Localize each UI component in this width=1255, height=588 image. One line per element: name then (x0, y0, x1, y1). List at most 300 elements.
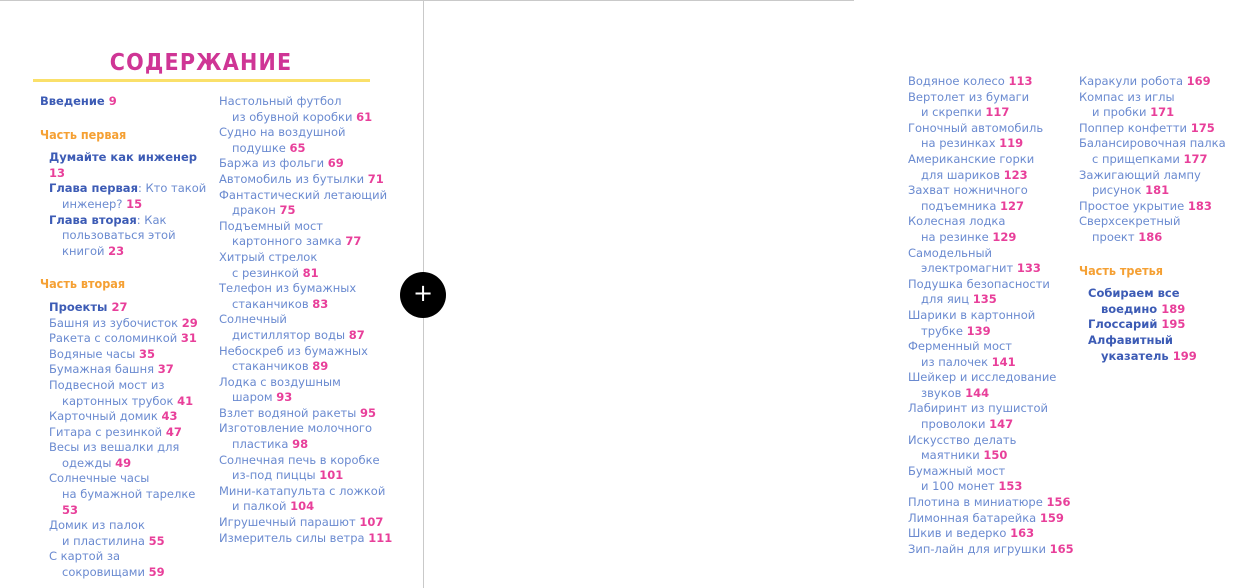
toc-entry-text: звуков (921, 385, 962, 400)
toc-entry-text: Домик из палок (49, 518, 145, 533)
add-button[interactable] (400, 272, 446, 318)
toc-page-number: 37 (157, 362, 174, 377)
toc-page-number: 189 (1161, 301, 1186, 316)
toc-entry-text: на резинке (921, 229, 989, 244)
toc-entry-line (219, 499, 395, 515)
toc-entry-line (49, 487, 212, 518)
toc-entry-line (908, 448, 1074, 464)
toc-entry[interactable] (908, 370, 1074, 401)
toc-entry-line (1088, 302, 1255, 318)
toc-entry-line (908, 90, 1074, 106)
toc-entry-text: Солнечная печь в коробке (219, 452, 380, 467)
toc-entry-text: Настольный футбол (219, 94, 342, 108)
toc-entry[interactable] (908, 339, 1074, 370)
toc-page-number: 119 (999, 136, 1024, 151)
toc-page-number: 77 (345, 234, 362, 249)
section-spacer (1079, 246, 1255, 263)
toc-entry-line (219, 437, 395, 453)
toc-entry-text: Шейкер и исследование (908, 370, 1057, 385)
toc-entry[interactable] (40, 316, 212, 332)
toc-entry-text: Захват ножничного (908, 183, 1028, 198)
toc-entry[interactable] (219, 484, 395, 515)
toc-entry[interactable] (219, 515, 395, 531)
toc-page-number: 29 (181, 315, 198, 330)
toc-entry-text: подушке (232, 140, 286, 155)
toc-entry[interactable] (908, 511, 1074, 527)
toc-entry-line (49, 534, 212, 550)
toc-entry-line (49, 197, 212, 213)
toc-entry-line (219, 110, 395, 126)
toc-entry-text: стаканчиков (232, 359, 309, 374)
toc-entry[interactable] (219, 531, 395, 547)
toc-entry-text: Водяные часы (49, 346, 136, 361)
toc-entry-text: Проекты (49, 299, 108, 314)
toc-entry-line (908, 277, 1074, 293)
toc-entry-text: Карточный домик (49, 409, 158, 424)
toc-entry-line (49, 300, 212, 316)
toc-entry-text: Балансировочная палка (1079, 136, 1226, 151)
toc-page-number: 171 (1150, 105, 1175, 120)
toc-entry[interactable] (1079, 90, 1255, 121)
toc-column-1 (40, 94, 212, 581)
toc-entry[interactable] (40, 300, 212, 316)
toc-entry-line (49, 425, 212, 441)
toc-entry[interactable] (908, 183, 1074, 214)
toc-page-number: 59 (148, 565, 165, 580)
toc-entry[interactable] (1079, 286, 1255, 317)
toc-entry-text: Компас из иглы (1079, 89, 1175, 104)
toc-entry-text: : Как (136, 212, 167, 227)
toc-entry-line (49, 440, 212, 456)
toc-entry-line (908, 121, 1074, 137)
toc-entry-text: Каракули робота (1079, 74, 1183, 88)
toc-entry-text: воедино (1101, 301, 1158, 316)
toc-entry-text: Автомобиль из бутылки (219, 171, 365, 186)
toc-entry-line (49, 316, 212, 332)
toc-entry-line (908, 74, 1074, 90)
toc-entry-lead: Глава первая (49, 181, 138, 196)
toc-page-number: 195 (1161, 317, 1186, 332)
toc-page-number: 127 (1000, 198, 1025, 213)
toc-entry-text: и пробки (1092, 105, 1147, 120)
toc-entry[interactable] (40, 440, 212, 471)
toc-page-number: 87 (348, 327, 365, 342)
toc-entry-text: Самодельный (908, 245, 993, 260)
toc-entry[interactable] (219, 94, 395, 125)
part-heading: Часть первая (40, 126, 127, 142)
toc-entry[interactable] (1079, 333, 1255, 364)
toc-entry-line (219, 359, 395, 375)
toc-entry-text: Шарики в картонной (908, 307, 1036, 322)
toc-entry-line (908, 339, 1074, 355)
toc-page-number: 144 (965, 385, 990, 400)
toc-entry-line (219, 421, 395, 437)
toc-entry-line (1079, 168, 1255, 184)
toc-page-number: 107 (359, 515, 384, 530)
toc-page-number: 35 (139, 346, 156, 361)
toc-entry[interactable] (219, 406, 395, 422)
toc-entry[interactable] (219, 312, 395, 343)
toc-entry[interactable] (40, 425, 212, 441)
toc-entry-text: из палочек (921, 354, 989, 369)
toc-entry-line (908, 261, 1074, 277)
toc-entry-line (1088, 333, 1255, 349)
toc-entry-text: Алфавитный (1088, 332, 1173, 347)
toc-entry[interactable] (40, 94, 212, 110)
toc-entry-text: Американские горки (908, 151, 1035, 166)
toc-entry-line (219, 453, 395, 469)
toc-entry-text: Ракета с соломинкой (49, 331, 178, 346)
toc-entry-line (219, 141, 395, 157)
toc-entry-line (1079, 105, 1255, 121)
toc-entry-line (908, 308, 1074, 324)
toc-entry-text: и 100 монет (921, 479, 995, 494)
toc-entry[interactable] (40, 378, 212, 409)
toc-entry[interactable] (219, 125, 395, 156)
toc-page-number: 53 (62, 502, 79, 517)
toc-page-number: 183 (1187, 198, 1212, 213)
toc-entry-text: Измеритель силы ветра (219, 530, 365, 545)
toc-entry-text: : Кто такой (137, 181, 207, 196)
title-underline-rule (33, 79, 370, 82)
toc-entry-line (49, 331, 212, 347)
toc-page-number: 95 (359, 405, 376, 420)
toc-page-number: 71 (367, 171, 384, 186)
toc-entry-line (49, 518, 212, 534)
toc-entry-line (908, 183, 1074, 199)
toc-entry-line (219, 406, 395, 422)
toc-entry[interactable] (908, 433, 1074, 464)
toc-entry-line (908, 199, 1074, 215)
toc-entry[interactable] (908, 464, 1074, 495)
toc-entry[interactable] (908, 308, 1074, 339)
toc-entry[interactable] (1079, 214, 1255, 245)
toc-entry[interactable] (40, 518, 212, 549)
toc-entry-text: Солнечный (219, 312, 287, 327)
toc-page-number: 27 (111, 299, 128, 314)
toc-entry-line (49, 228, 212, 244)
toc-entry-line (49, 150, 212, 181)
toc-entry[interactable] (40, 213, 212, 260)
toc-entry-text: Ферменный мост (908, 339, 1013, 354)
toc-entry-text: Башня из зубочисток (49, 315, 179, 330)
toc-entry-text: Фантастический летающий (219, 187, 388, 202)
toc-entry-text: рисунок (1092, 183, 1142, 198)
toc-entry[interactable] (40, 150, 212, 181)
toc-entry[interactable] (908, 542, 1074, 558)
toc-entry-text: Глоссарий (1088, 317, 1158, 332)
toc-page-number: 199 (1172, 348, 1197, 363)
toc-entry-text: книгой (62, 243, 105, 258)
toc-entry[interactable] (908, 495, 1074, 511)
toc-page-number: 117 (985, 105, 1010, 120)
toc-entry-line (219, 484, 395, 500)
toc-entry-line (49, 549, 212, 565)
toc-entry-line (1079, 121, 1255, 137)
toc-entry-line (908, 230, 1074, 246)
toc-page-number: 13 (49, 165, 66, 180)
toc-page-number: 47 (165, 424, 182, 439)
toc-entry-text: сокровищами (62, 565, 145, 580)
toc-entry-text: Небоскреб из бумажных (219, 343, 368, 358)
toc-entry[interactable] (908, 401, 1074, 432)
toc-entry-line (219, 234, 395, 250)
toc-page-number: 123 (1003, 167, 1028, 182)
toc-entry-text: Вертолет из бумаги (908, 89, 1030, 104)
toc-page-number: 186 (1138, 229, 1163, 244)
toc-entry-text: Сверхсекретный (1079, 214, 1181, 229)
toc-entry[interactable] (1079, 199, 1255, 215)
section-spacer (40, 110, 212, 127)
toc-entry[interactable] (219, 281, 395, 312)
section-spacer (40, 292, 212, 300)
toc-entry-line (219, 390, 395, 406)
toc-page-number: 41 (177, 393, 194, 408)
toc-entry-text: указатель (1101, 348, 1169, 363)
toc-page-number: 101 (319, 468, 344, 483)
toc-column-3 (908, 74, 1074, 557)
right-page (424, 0, 1226, 588)
section-spacer (40, 259, 212, 276)
toc-entry-line (219, 515, 395, 531)
toc-entry-text: Хитрый стрелок (219, 249, 318, 264)
toc-entry-text: Простое укрытие (1079, 198, 1185, 213)
part-heading: Часть третья (1079, 262, 1163, 278)
toc-column-2 (219, 94, 395, 546)
toc-entry-line (908, 542, 1074, 558)
page-title: СОДЕРЖАНИЕ (109, 50, 293, 76)
toc-page-number: 156 (1046, 495, 1071, 510)
toc-entry-line (219, 188, 395, 204)
toc-entry-line (1079, 230, 1255, 246)
plus-icon: + (412, 279, 434, 307)
toc-entry-text: Шкив и ведерко (908, 526, 1007, 541)
toc-entry-line (49, 456, 212, 472)
toc-entry-text: Думайте как инженер (49, 150, 198, 165)
toc-entry-text: Собираем все (1088, 286, 1180, 301)
toc-entry-text: Весы из вешалки для (49, 440, 180, 455)
toc-page-number: 111 (368, 530, 393, 545)
toc-entry-text: из-под пиццы (232, 468, 316, 483)
toc-page-number: 61 (356, 109, 373, 124)
toc-page-number: 163 (1010, 526, 1035, 541)
toc-entry[interactable] (40, 362, 212, 378)
toc-entry-text: Подвесной мост из (49, 377, 165, 392)
toc-entry[interactable] (1079, 168, 1255, 199)
toc-entry-text: Искусство делать (908, 432, 1017, 447)
toc-entry-text: из обувной коробки (232, 109, 353, 124)
toc-page-number: 75 (279, 203, 296, 218)
toc-entry-line (219, 312, 395, 328)
toc-page-number: 65 (289, 140, 306, 155)
toc-entry-line (219, 266, 395, 282)
toc-entry[interactable] (219, 250, 395, 281)
toc-entry-text: Гоночный автомобиль (908, 120, 1044, 135)
toc-entry[interactable] (908, 74, 1074, 90)
toc-page-number: 147 (989, 417, 1014, 432)
toc-entry-text: Введение (40, 94, 105, 108)
toc-entry-line (219, 94, 395, 110)
toc-entry-line (908, 214, 1074, 230)
toc-entry-line (219, 375, 395, 391)
toc-entry[interactable] (40, 347, 212, 363)
toc-entry-line (908, 417, 1074, 433)
toc-entry-text: и пластилина (62, 533, 145, 548)
toc-entry-text: инженер? (62, 196, 123, 211)
toc-page-number: 139 (966, 323, 991, 338)
toc-entry[interactable] (219, 172, 395, 188)
toc-entry[interactable] (219, 156, 395, 172)
toc-entry-line (1079, 199, 1255, 215)
toc-entry-line (49, 181, 212, 197)
toc-entry-line (908, 246, 1074, 262)
toc-entry-line (908, 370, 1074, 386)
toc-page-number: 55 (148, 533, 165, 548)
toc-entry-text: дракон (232, 203, 276, 218)
toc-entry-line (40, 94, 212, 110)
toc-entry-text: и скрепки (921, 105, 982, 120)
toc-page-number: 93 (276, 390, 293, 405)
toc-entry-line (1088, 349, 1255, 365)
toc-entry-text: Колесная лодка (908, 214, 1006, 229)
toc-entry-text: стаканчиков (232, 296, 309, 311)
toc-entry-text: проволоки (921, 417, 986, 432)
left-page (0, 0, 423, 588)
toc-entry-line (1088, 317, 1255, 333)
toc-page-number: 175 (1190, 120, 1215, 135)
toc-entry-text: и палкой (232, 499, 287, 514)
toc-page-number: 9 (108, 94, 117, 108)
toc-page-number: 43 (161, 409, 178, 424)
toc-entry-text: Судно на воздушной (219, 125, 346, 140)
toc-entry-text: Телефон из бумажных (219, 281, 357, 296)
toc-page-number: 129 (992, 229, 1017, 244)
toc-entry[interactable] (219, 219, 395, 250)
toc-entry-line (49, 378, 212, 394)
toc-entry-line (908, 152, 1074, 168)
toc-page-number: 81 (302, 265, 319, 280)
toc-entry[interactable] (908, 152, 1074, 183)
toc-entry-text: Лодка с воздушным (219, 374, 341, 389)
toc-entry[interactable] (40, 471, 212, 518)
toc-page-number: 89 (312, 359, 329, 374)
toc-page-number: 15 (126, 196, 143, 211)
toc-entry[interactable] (908, 526, 1074, 542)
toc-entry-text: пластика (232, 437, 289, 452)
toc-page-number: 69 (327, 156, 344, 171)
toc-entry-line (219, 172, 395, 188)
toc-entry-text: для яиц (921, 292, 970, 307)
toc-entry[interactable] (219, 344, 395, 375)
toc-entry-text: картонного замка (232, 234, 342, 249)
toc-entry[interactable] (219, 421, 395, 452)
toc-entry[interactable] (219, 375, 395, 406)
toc-page-number: 133 (1016, 261, 1041, 276)
toc-entry-line (49, 409, 212, 425)
toc-entry-text: Поппер конфетти (1079, 120, 1188, 135)
toc-entry-text: Солнечные часы (49, 471, 150, 486)
toc-entry-line (908, 433, 1074, 449)
toc-entry[interactable] (908, 90, 1074, 121)
toc-page-number: 83 (312, 296, 329, 311)
toc-entry-text: С картой за (49, 549, 121, 564)
toc-page-number: 98 (292, 437, 309, 452)
toc-entry-text: подъемника (921, 198, 997, 213)
toc-entry-text: Зажигающий лампу (1079, 167, 1201, 182)
toc-entry-text: Взлет водяной ракеты (219, 405, 357, 420)
toc-entry-line (219, 297, 395, 313)
toc-entry-text: дистиллятор воды (232, 327, 346, 342)
toc-entry-text: Зип-лайн для игрушки (908, 541, 1046, 556)
toc-page-number: 165 (1049, 541, 1074, 556)
toc-page-number: 159 (1039, 510, 1064, 525)
toc-entry-line (49, 394, 212, 410)
toc-entry-line (219, 281, 395, 297)
toc-entry-line (49, 213, 212, 229)
toc-entry-text: с прищепками (1092, 151, 1180, 166)
toc-entry-text: Подъемный мост (219, 218, 323, 233)
toc-entry[interactable] (219, 453, 395, 484)
toc-entry-line (908, 324, 1074, 340)
toc-entry[interactable] (40, 331, 212, 347)
toc-entry-lead: Глава вторая (49, 212, 137, 227)
toc-entry-text: Подушка безопасности (908, 276, 1050, 291)
toc-entry-line (1088, 286, 1255, 302)
toc-entry[interactable] (219, 188, 395, 219)
toc-entry-text: Водяное колесо (908, 74, 1005, 88)
toc-entry-text: Баржа из фольги (219, 156, 325, 171)
toc-entry-line (49, 347, 212, 363)
toc-page-number: 23 (108, 243, 125, 258)
toc-entry-line (1079, 152, 1255, 168)
toc-entry[interactable] (908, 121, 1074, 152)
part-heading: Часть вторая (40, 276, 126, 292)
toc-entry-line (908, 168, 1074, 184)
toc-entry[interactable] (40, 549, 212, 580)
toc-entry-line (908, 105, 1074, 121)
toc-entry-text: Бумажный мост (908, 463, 1006, 478)
toc-entry[interactable] (1079, 317, 1255, 333)
toc-entry-line (219, 250, 395, 266)
section-spacer (40, 142, 212, 150)
toc-entry[interactable] (1079, 121, 1255, 137)
toc-entry-text: шаром (232, 390, 273, 405)
toc-page-number: 169 (1186, 74, 1211, 88)
toc-entry[interactable] (908, 277, 1074, 308)
toc-entry-text: Игрушечный парашют (219, 515, 356, 530)
toc-entry-text: Лимонная батарейка (908, 510, 1037, 525)
toc-entry-line (908, 479, 1074, 495)
toc-entry-text: Бумажная башня (49, 362, 155, 377)
toc-page-number: 49 (115, 455, 132, 470)
toc-entry[interactable] (40, 409, 212, 425)
toc-entry-text: проект (1092, 229, 1135, 244)
toc-entry-text: Плотина в миниатюре (908, 495, 1043, 510)
toc-entry-text: пользоваться этой (62, 228, 176, 243)
toc-entry-line (219, 125, 395, 141)
toc-entry[interactable] (908, 214, 1074, 245)
toc-entry[interactable] (1079, 136, 1255, 167)
toc-entry[interactable] (908, 246, 1074, 277)
toc-entry-line (1079, 136, 1255, 152)
toc-entry-line (908, 136, 1074, 152)
toc-entry[interactable] (40, 181, 212, 212)
toc-page-number: 141 (991, 354, 1016, 369)
toc-page-number: 113 (1008, 74, 1033, 88)
toc-entry[interactable] (1079, 74, 1255, 90)
toc-entry-line (1079, 74, 1255, 90)
toc-entry-line (908, 526, 1074, 542)
